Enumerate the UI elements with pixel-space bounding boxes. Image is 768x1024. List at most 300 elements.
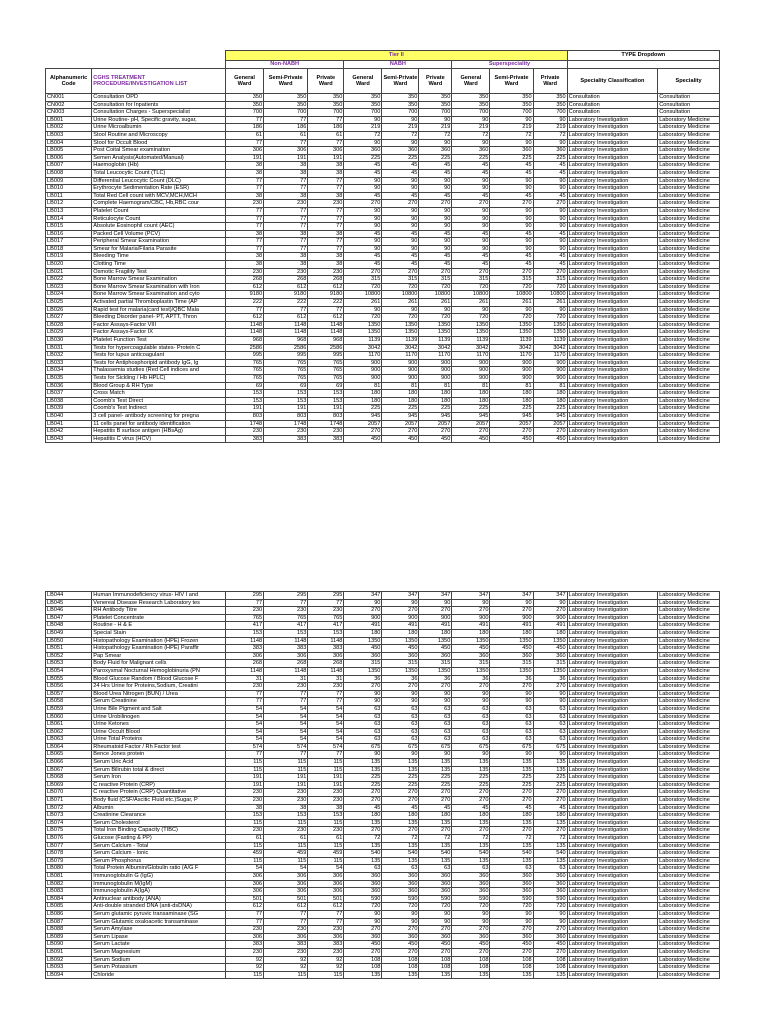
procedure-cell: Thalassemia studies (Red Cell indices and: [92, 367, 226, 375]
rate-cell: 225: [382, 405, 419, 413]
rate-cell: 347: [452, 592, 490, 600]
rate-cell: 90: [344, 116, 382, 124]
rate-cell: 45: [344, 804, 382, 812]
classification-cell: Laboratory Investigation: [567, 645, 658, 653]
rate-cell: 54: [308, 865, 344, 873]
rate-cell: 108: [533, 964, 567, 972]
rate-cell: 54: [264, 736, 308, 744]
speciality-cell: Laboratory Medicine: [658, 926, 720, 934]
procedure-cell: Absolute Eosinophil count (AEC): [92, 223, 226, 231]
table-row: [46, 397, 720, 405]
rate-cell: 900: [533, 367, 567, 375]
rate-cell: 225: [419, 781, 452, 789]
rate-cell: 115: [308, 842, 344, 850]
rate-cell: 69: [226, 382, 264, 390]
rate-cell: 77: [264, 599, 308, 607]
table-row: [46, 101, 720, 109]
rate-cell: 54: [226, 705, 264, 713]
speciality-cell: Laboratory Medicine: [658, 933, 720, 941]
classification-cell: Laboratory Investigation: [567, 299, 658, 307]
procedure-cell: Serum Potassium: [92, 964, 226, 972]
speciality-cell: Laboratory Medicine: [658, 374, 720, 382]
table-row: [46, 223, 720, 231]
rate-cell: 77: [264, 223, 308, 231]
rate-cell: 450: [452, 435, 490, 443]
table-row: [46, 599, 720, 607]
rate-cell: 2057: [452, 420, 490, 428]
rate-cell: 1350: [344, 667, 382, 675]
code-cell: LB060: [46, 713, 92, 721]
rate-cell: 63: [419, 865, 452, 873]
procedure-cell: Chloride: [92, 971, 226, 979]
rate-cell: 115: [308, 766, 344, 774]
code-cell: LB058: [46, 698, 92, 706]
procedure-cell: Serum Magnesium: [92, 948, 226, 956]
rate-cell: 225: [533, 774, 567, 782]
rate-cell: 90: [382, 599, 419, 607]
rate-cell: 135: [344, 819, 382, 827]
rate-cell: 450: [533, 941, 567, 949]
speciality-cell: Laboratory Medicine: [658, 329, 720, 337]
rate-cell: 450: [344, 941, 382, 949]
code-cell: LB004: [46, 139, 92, 147]
rate-cell: 90: [419, 207, 452, 215]
procedure-cell: Reticulocyte Count: [92, 215, 226, 223]
classification-cell: Laboratory Investigation: [567, 405, 658, 413]
rate-cell: 270: [419, 948, 452, 956]
rate-cell: 90: [344, 910, 382, 918]
procedure-cell: Serum glutamic pyruvic transaminase (SG: [92, 910, 226, 918]
rate-cell: 63: [382, 721, 419, 729]
rate-cell: 38: [308, 230, 344, 238]
rate-cell: 36: [382, 675, 419, 683]
rate-cell: 90: [452, 599, 490, 607]
procedure-cell: Immunoglobulin M(IgM): [92, 880, 226, 888]
speciality-cell: Laboratory Medicine: [658, 268, 720, 276]
rate-cell: 77: [308, 918, 344, 926]
rate-cell: 77: [226, 185, 264, 193]
speciality-cell: Laboratory Medicine: [658, 177, 720, 185]
classification-cell: Laboratory Investigation: [567, 207, 658, 215]
rate-cell: 350: [308, 101, 344, 109]
rate-cell: 77: [264, 751, 308, 759]
speciality-cell: Laboratory Medicine: [658, 918, 720, 926]
rate-cell: 77: [226, 215, 264, 223]
rate-cell: 191: [308, 154, 344, 162]
rate-cell: 90: [344, 690, 382, 698]
classification-cell: Laboratory Investigation: [567, 306, 658, 314]
code-cell: LB025: [46, 299, 92, 307]
rate-cell: 45: [452, 169, 490, 177]
table-row: [46, 435, 720, 443]
rate-cell: 90: [490, 238, 533, 246]
rate-cell: 540: [490, 850, 533, 858]
classification-cell: Consultation: [567, 109, 658, 117]
rate-cell: 270: [490, 607, 533, 615]
rate-cell: 10800: [382, 291, 419, 299]
rate-cell: 360: [344, 888, 382, 896]
rate-cell: 450: [382, 435, 419, 443]
rate-cell: 612: [308, 903, 344, 911]
speciality-cell: Laboratory Medicine: [658, 215, 720, 223]
classification-cell: Laboratory Investigation: [567, 162, 658, 170]
rate-cell: 720: [533, 283, 567, 291]
table-row: [46, 276, 720, 284]
rate-cell: 90: [419, 698, 452, 706]
table-row: [46, 683, 720, 691]
procedure-cell: Antinuclear antibody (ANA): [92, 895, 226, 903]
classification-cell: Laboratory Investigation: [567, 139, 658, 147]
rate-cell: 191: [226, 774, 264, 782]
rate-cell: 612: [264, 314, 308, 322]
rate-cell: 945: [490, 412, 533, 420]
rate-cell: 219: [382, 124, 419, 132]
code-cell: LB003: [46, 131, 92, 139]
table-row: [46, 721, 720, 729]
rate-cell: 230: [264, 926, 308, 934]
rate-cell: 38: [308, 192, 344, 200]
speciality-cell: Laboratory Medicine: [658, 253, 720, 261]
procedure-cell: Clotting Time: [92, 261, 226, 269]
rate-cell: 306: [226, 880, 264, 888]
procedure-cell: Factor Assays-Factor IX: [92, 329, 226, 337]
rate-cell: 191: [264, 154, 308, 162]
rate-cell: 1139: [533, 337, 567, 345]
rate-cell: 270: [382, 428, 419, 436]
rate-cell: 968: [308, 337, 344, 345]
rate-cell: 315: [452, 276, 490, 284]
rate-cell: 135: [533, 842, 567, 850]
rate-cell: 270: [533, 683, 567, 691]
table-row: [46, 781, 720, 789]
rate-table-top: [45, 50, 720, 443]
table-row: [46, 390, 720, 398]
rate-cell: 270: [382, 607, 419, 615]
rate-cell: 315: [382, 276, 419, 284]
code-cell: LB091: [46, 948, 92, 956]
speciality-cell: Laboratory Medicine: [658, 337, 720, 345]
rate-cell: 180: [490, 812, 533, 820]
classification-cell: Laboratory Investigation: [567, 736, 658, 744]
rate-cell: 900: [490, 367, 533, 375]
rate-cell: 180: [344, 629, 382, 637]
table-row: [46, 321, 720, 329]
rate-cell: 491: [490, 622, 533, 630]
semi-private-ward-header: Semi-Private Ward: [490, 69, 533, 94]
rate-cell: 306: [264, 872, 308, 880]
rate-cell: 315: [344, 660, 382, 668]
table-row: [46, 253, 720, 261]
speciality-cell: Laboratory Medicine: [658, 797, 720, 805]
procedure-cell: Albumin: [92, 804, 226, 812]
rate-cell: 765: [264, 614, 308, 622]
rate-cell: 230: [226, 948, 264, 956]
code-cell: LB087: [46, 918, 92, 926]
rate-cell: 63: [452, 705, 490, 713]
rate-cell: 1148: [308, 321, 344, 329]
rate-cell: 900: [452, 614, 490, 622]
rate-cell: 54: [226, 713, 264, 721]
classification-cell: Laboratory Investigation: [567, 192, 658, 200]
classification-cell: Laboratory Investigation: [567, 971, 658, 979]
rate-cell: 1350: [452, 321, 490, 329]
rate-cell: 45: [452, 253, 490, 261]
rate-cell: 765: [226, 614, 264, 622]
speciality-cell: Laboratory Medicine: [658, 367, 720, 375]
speciality-cell: Laboratory Medicine: [658, 359, 720, 367]
rate-cell: 270: [419, 926, 452, 934]
rate-cell: 38: [226, 261, 264, 269]
rate-cell: 115: [226, 766, 264, 774]
rate-cell: 3042: [533, 344, 567, 352]
classification-cell: Laboratory Investigation: [567, 660, 658, 668]
code-cell: LB022: [46, 276, 92, 284]
rate-cell: 491: [533, 622, 567, 630]
classification-cell: Laboratory Investigation: [567, 728, 658, 736]
rate-cell: 945: [382, 412, 419, 420]
rate-cell: 350: [533, 94, 567, 102]
rate-cell: 153: [226, 390, 264, 398]
speciality-cell: Laboratory Medicine: [658, 420, 720, 428]
rate-cell: 90: [344, 139, 382, 147]
rate-cell: 38: [264, 162, 308, 170]
rate-cell: 230: [308, 200, 344, 208]
code-cell: LB006: [46, 154, 92, 162]
speciality-cell: Laboratory Medicine: [658, 238, 720, 246]
speciality-cell: Laboratory Medicine: [658, 865, 720, 873]
rate-cell: 77: [264, 690, 308, 698]
rate-cell: 306: [308, 652, 344, 660]
table-row: [46, 766, 720, 774]
speciality-cell: Laboratory Medicine: [658, 629, 720, 637]
rate-cell: 63: [533, 865, 567, 873]
speciality-cell: Laboratory Medicine: [658, 162, 720, 170]
speciality-cell: Laboratory Medicine: [658, 736, 720, 744]
table-row: [46, 116, 720, 124]
procedure-cell: Glucose (Fasting & PP): [92, 835, 226, 843]
code-cell: LB041: [46, 420, 92, 428]
speciality-cell: Laboratory Medicine: [658, 622, 720, 630]
rate-cell: 153: [226, 397, 264, 405]
rate-cell: 720: [382, 903, 419, 911]
code-cell: LB088: [46, 926, 92, 934]
rate-cell: 45: [490, 253, 533, 261]
rate-cell: 225: [419, 405, 452, 413]
rate-cell: 230: [308, 789, 344, 797]
speciality-cell: Laboratory Medicine: [658, 131, 720, 139]
rate-cell: 1170: [419, 352, 452, 360]
rate-cell: 63: [344, 728, 382, 736]
procedure-column-header: CGHS TREATMENT PROCEDURE/INVESTIGATION LIST: [92, 69, 226, 94]
code-cell: LB066: [46, 759, 92, 767]
rate-cell: 77: [308, 238, 344, 246]
rate-cell: 270: [419, 200, 452, 208]
rate-cell: 450: [419, 435, 452, 443]
rate-cell: 54: [308, 736, 344, 744]
code-cell: LB045: [46, 599, 92, 607]
rate-cell: 180: [490, 629, 533, 637]
rate-cell: 108: [490, 964, 533, 972]
rate-cell: 77: [308, 245, 344, 253]
table-row: [46, 971, 720, 979]
procedure-cell: Blood Group & RH Type: [92, 382, 226, 390]
table-row: [46, 139, 720, 147]
rate-cell: 180: [419, 812, 452, 820]
speciality-cell: Consultation: [658, 101, 720, 109]
code-cell: LB001: [46, 116, 92, 124]
type-dropdown-header[interactable]: TYPE Dropdown: [567, 51, 719, 61]
procedure-cell: Urine Ketones: [92, 721, 226, 729]
rate-cell: 350: [226, 101, 264, 109]
rate-cell: 45: [344, 192, 382, 200]
code-cell: LB073: [46, 812, 92, 820]
speciality-classification-header: Speciality Classification: [567, 69, 658, 94]
rate-cell: 77: [308, 116, 344, 124]
classification-cell: Laboratory Investigation: [567, 789, 658, 797]
code-cell: LB092: [46, 956, 92, 964]
rate-cell: 270: [382, 797, 419, 805]
rate-cell: 90: [344, 223, 382, 231]
procedure-cell: Tests for hypercoagulable states- Protein C: [92, 344, 226, 352]
general-ward-header: General Ward: [344, 69, 382, 94]
rate-cell: 270: [452, 827, 490, 835]
speciality-cell: Laboratory Medicine: [658, 116, 720, 124]
table-row: [46, 751, 720, 759]
rate-cell: 72: [533, 835, 567, 843]
rate-cell: 720: [382, 283, 419, 291]
rate-cell: 36: [452, 675, 490, 683]
rate-cell: 90: [419, 306, 452, 314]
classification-cell: Laboratory Investigation: [567, 721, 658, 729]
rate-cell: 360: [344, 933, 382, 941]
rate-cell: 675: [382, 743, 419, 751]
rate-cell: 135: [452, 842, 490, 850]
classification-cell: Laboratory Investigation: [567, 667, 658, 675]
table-row: [46, 359, 720, 367]
classification-cell: Laboratory Investigation: [567, 124, 658, 132]
rate-cell: 90: [419, 918, 452, 926]
rate-cell: 180: [533, 629, 567, 637]
rate-cell: 63: [490, 705, 533, 713]
rate-cell: 90: [490, 215, 533, 223]
rate-cell: 225: [344, 154, 382, 162]
table-row: [46, 124, 720, 132]
table-row: [46, 872, 720, 880]
rate-cell: 45: [533, 804, 567, 812]
rate-cell: 54: [226, 721, 264, 729]
rate-cell: 90: [490, 918, 533, 926]
rate-cell: 77: [226, 177, 264, 185]
code-cell: LB036: [46, 382, 92, 390]
rate-cell: 108: [344, 956, 382, 964]
rate-cell: 115: [308, 857, 344, 865]
table-row: [46, 169, 720, 177]
rate-cell: 77: [226, 207, 264, 215]
rate-cell: 306: [226, 147, 264, 155]
rate-cell: 450: [533, 645, 567, 653]
rate-cell: 360: [452, 652, 490, 660]
rate-cell: 135: [344, 759, 382, 767]
classification-cell: Laboratory Investigation: [567, 629, 658, 637]
rate-cell: 54: [226, 728, 264, 736]
rate-cell: 135: [452, 759, 490, 767]
rate-cell: 417: [308, 622, 344, 630]
code-cell: LB053: [46, 660, 92, 668]
procedure-cell: Cross Match: [92, 390, 226, 398]
rate-cell: 135: [419, 857, 452, 865]
speciality-cell: Laboratory Medicine: [658, 124, 720, 132]
rate-cell: 77: [226, 116, 264, 124]
rate-cell: 360: [344, 147, 382, 155]
table-row: [46, 637, 720, 645]
rate-cell: 720: [533, 314, 567, 322]
rate-cell: 347: [382, 592, 419, 600]
rate-cell: 108: [533, 956, 567, 964]
rate-cell: 225: [344, 405, 382, 413]
rate-cell: 54: [308, 705, 344, 713]
rate-cell: 45: [382, 162, 419, 170]
rate-cell: 45: [452, 804, 490, 812]
speciality-cell: Laboratory Medicine: [658, 192, 720, 200]
rate-cell: 81: [419, 382, 452, 390]
rate-cell: 45: [533, 192, 567, 200]
classification-cell: Laboratory Investigation: [567, 607, 658, 615]
rate-cell: 63: [344, 713, 382, 721]
rate-cell: 9180: [308, 291, 344, 299]
procedure-cell: Semen Analysis(Automated/Manual): [92, 154, 226, 162]
rate-cell: 675: [452, 743, 490, 751]
speciality-cell: Laboratory Medicine: [658, 230, 720, 238]
rate-cell: 180: [452, 812, 490, 820]
rate-cell: 230: [308, 948, 344, 956]
rate-cell: 315: [344, 276, 382, 284]
rate-cell: 90: [452, 139, 490, 147]
procedure-cell: Hepatitis C virus (HCV): [92, 435, 226, 443]
table-row: [46, 903, 720, 911]
rate-cell: 45: [452, 192, 490, 200]
rate-cell: 417: [226, 622, 264, 630]
rate-cell: 135: [382, 759, 419, 767]
speciality-cell: Laboratory Medicine: [658, 698, 720, 706]
speciality-cell: Laboratory Medicine: [658, 200, 720, 208]
table-row: [46, 109, 720, 117]
rate-cell: 225: [382, 154, 419, 162]
code-cell: LB035: [46, 374, 92, 382]
rate-cell: 383: [308, 645, 344, 653]
rate-cell: 38: [264, 192, 308, 200]
rate-cell: 90: [382, 306, 419, 314]
rate-cell: 700: [452, 109, 490, 117]
rate-cell: 230: [308, 797, 344, 805]
procedure-cell: Total Leucocytic Count (TLC): [92, 169, 226, 177]
rate-cell: 54: [264, 865, 308, 873]
rate-cell: 270: [382, 948, 419, 956]
rate-cell: 900: [490, 359, 533, 367]
speciality-cell: Laboratory Medicine: [658, 390, 720, 398]
rate-cell: 72: [452, 131, 490, 139]
rate-cell: 191: [308, 405, 344, 413]
rate-cell: 77: [226, 690, 264, 698]
rate-cell: 347: [419, 592, 452, 600]
rate-cell: 135: [344, 857, 382, 865]
rate-cell: 230: [264, 683, 308, 691]
rate-cell: 38: [264, 230, 308, 238]
rate-cell: 360: [344, 880, 382, 888]
code-cell: LB062: [46, 728, 92, 736]
rate-cell: 350: [382, 101, 419, 109]
code-cell: LB089: [46, 933, 92, 941]
rate-cell: 360: [452, 880, 490, 888]
